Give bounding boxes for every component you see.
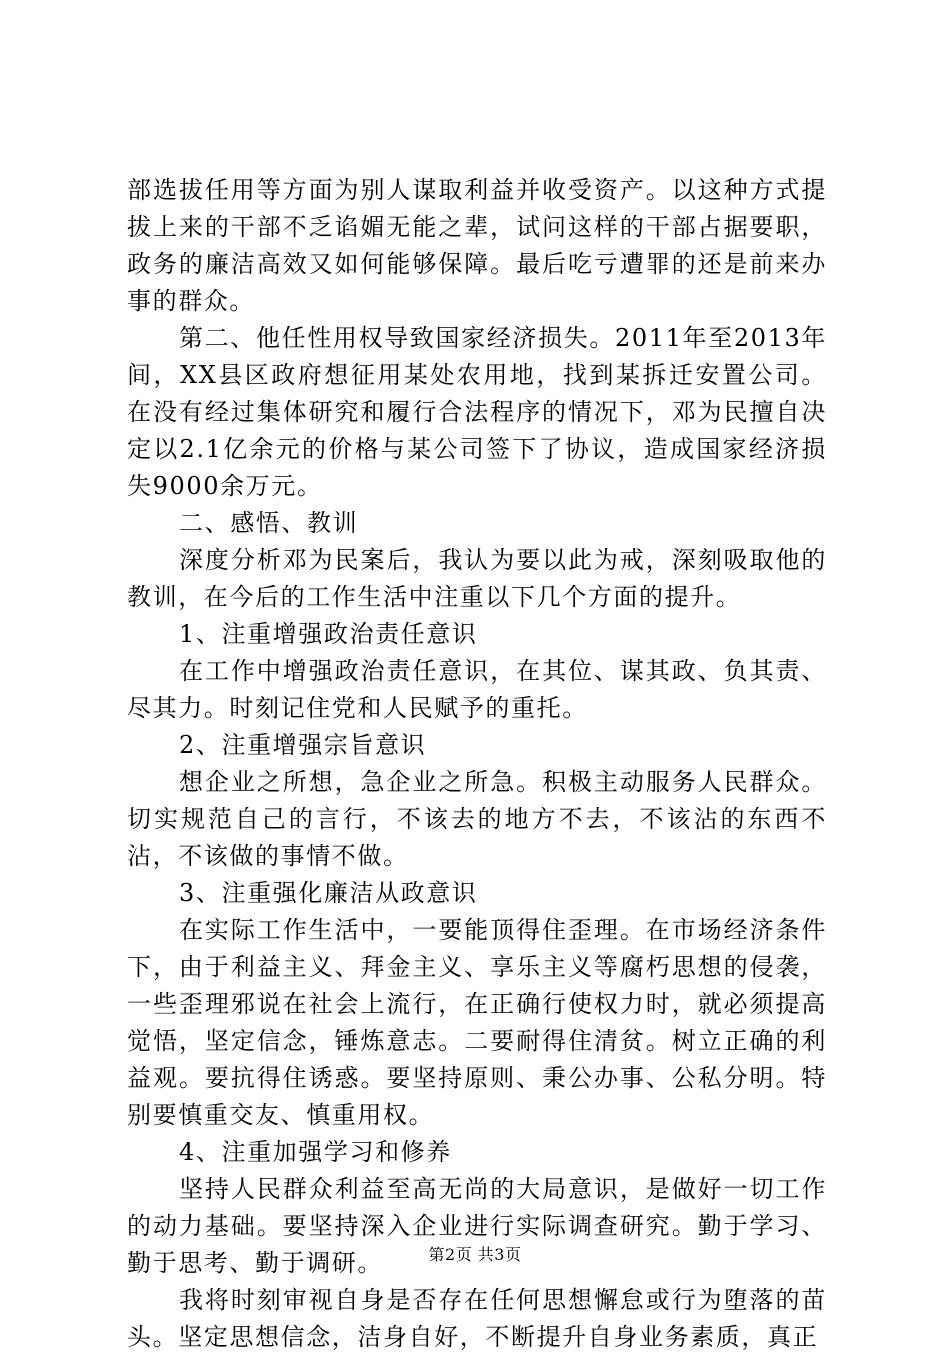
paragraph-lessons-intro: 深度分析邓为民案后，我认为要以此为戒，深刻吸取他的教训，在今后的工作生活中注重以下几个方面的提升。 xyxy=(127,546,827,611)
paragraph-purpose-awareness: 想企业之所想，急企业之所急。积极主动服务人民群众。切实规范自己的言行，不该去的地方不去，不该沾的东西不沾，不该做的事情不做。 xyxy=(127,768,827,870)
paragraph-clean-governance: 在实际工作生活中，一要能顶得住歪理。在市场经济条件下，由于利益主义、拜金主义、享乐主义等腐朽思想的侵袭，一些歪理邪说在社会上流行，在正确行使权力时，就必须提高觉悟，坚定信念，锤炼意志。二要耐得住清贫。树立正确的利益观。要抗得住诱惑。要坚持原则、秉公办事、公私分明。特别要慎重交友、慎重用权。 xyxy=(127,916,827,1129)
paragraph-continuation: 部选拔任用等方面为别人谋取利益并收受资产。以这种方式提拔上来的干部不乏谄媚无能之辈，试问这样的干部占据要职，政务的廉洁高效又如何能够保障。最后吃亏遭罪的还是前来办事的群众。 xyxy=(127,176,827,315)
page-footer xyxy=(0,1244,950,1266)
subheading-political-responsibility: 1、注重增强政治责任意识 xyxy=(179,620,478,648)
paragraph-self-review: 我将时刻审视自身是否存在任何思想懈怠或行为堕落的苗头。坚定思想信念，洁身自好，不断提升自身业务素质，真正 xyxy=(127,1286,827,1351)
subheading-learning-cultivation: 4、注重加强学习和修养 xyxy=(179,1138,452,1166)
subheading-clean-governance: 3、注重强化廉洁从政意识 xyxy=(179,879,478,907)
paragraph-political-responsibility: 在工作中增强政治责任意识，在其位、谋其政、负其责、尽其力。时刻记住党和人民赋予的重托。 xyxy=(127,657,827,722)
page-number-label: 第2页 共3页 xyxy=(428,1245,522,1264)
document-body xyxy=(127,172,827,1356)
paragraph-economic-loss: 第二、他任性用权导致国家经济损失。2011年至2013年间，XX县区政府想征用某处农用地，找到某拆迁安置公司。在没有经过集体研究和履行合法程序的情况下，邓为民擅自决定以2.1亿余元的价格与某公司签下了协议，造成国家经济损失9000余万元。 xyxy=(127,324,827,500)
section-heading-lessons: 二、感悟、教训 xyxy=(179,509,359,537)
subheading-purpose-awareness: 2、注重增强宗旨意识 xyxy=(179,731,427,759)
paragraph-learning-cultivation: 坚持人民群众利益至高无尚的大局意识，是做好一切工作的动力基础。要坚持深入企业进行实际调查研究。勤于学习、勤于思考、勤于调研。 xyxy=(127,1175,827,1277)
